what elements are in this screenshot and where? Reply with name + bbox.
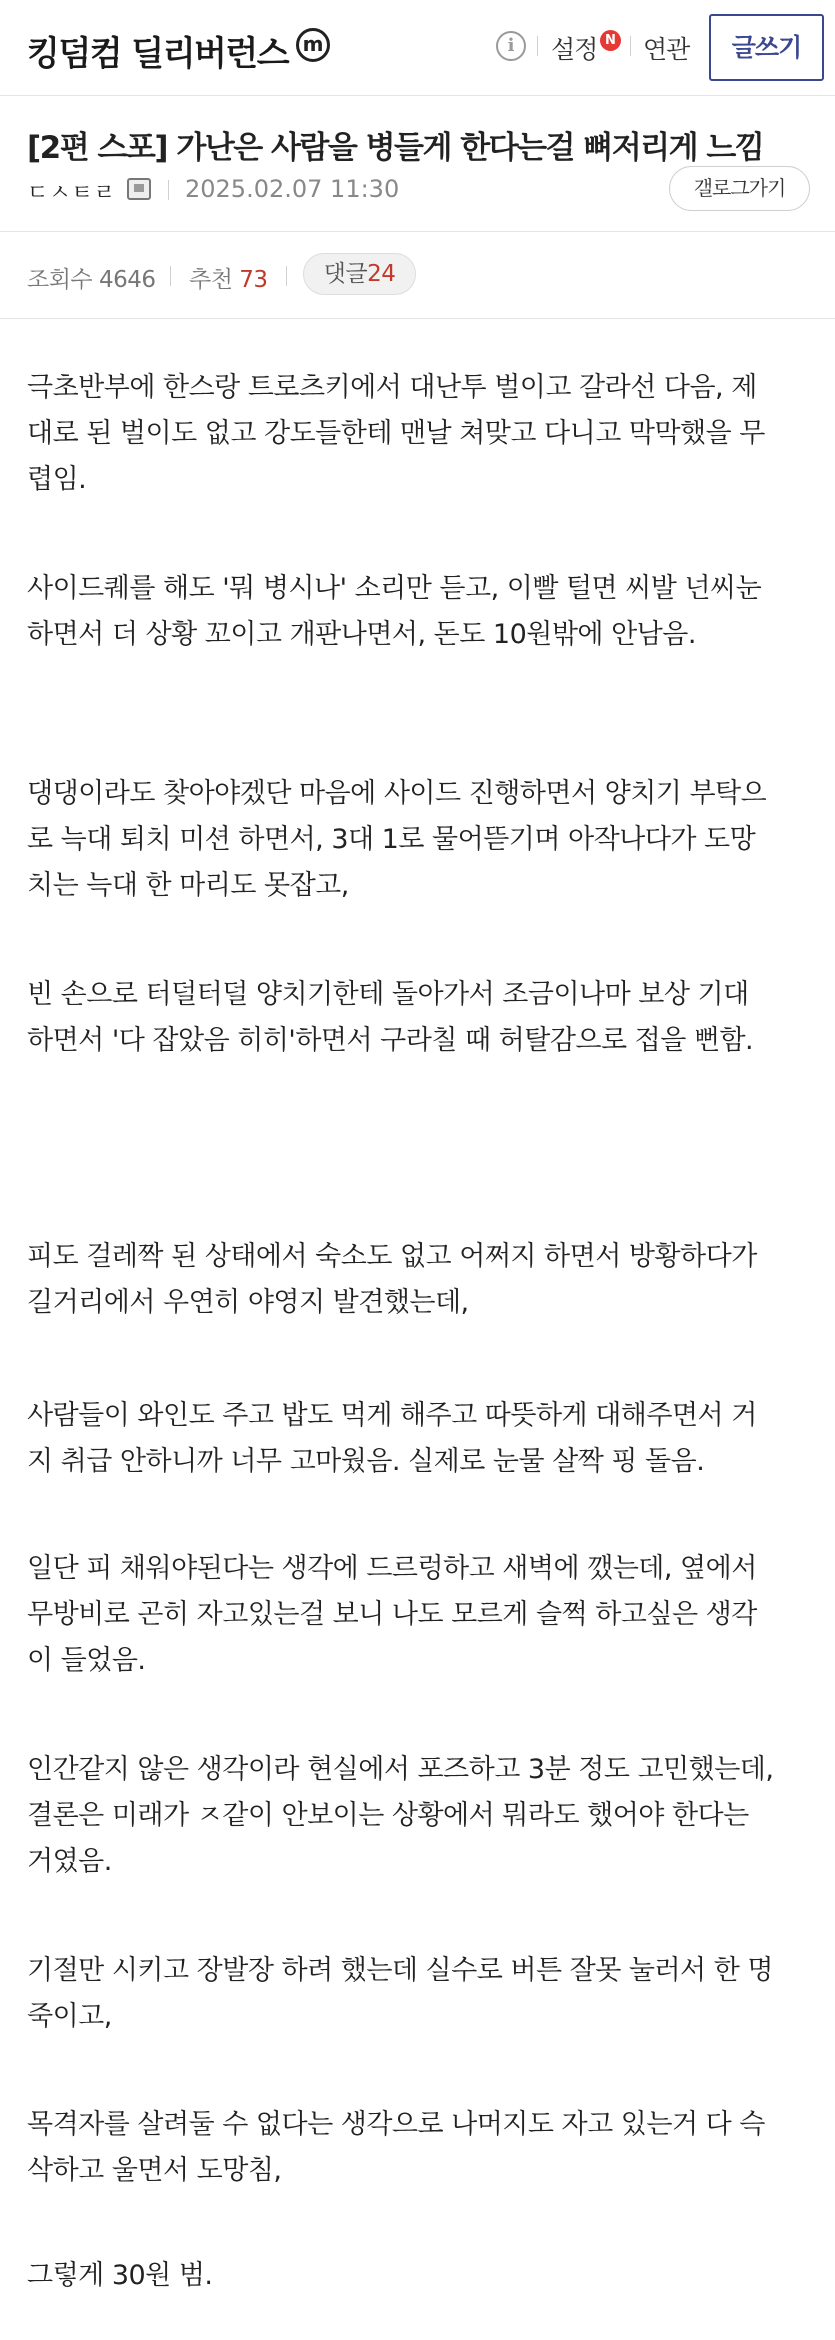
body-paragraph: [27, 972, 817, 1064]
body-line: 결론은 미래가 ㅈ같이 안보이는 상황에서 뭐라도 했어야 한다는: [27, 1800, 749, 1831]
comment-value: 24: [367, 261, 396, 287]
recommend-label: 추천: [189, 267, 233, 293]
body-line: 사람들이 와인도 주고 밥도 먹게 해주고 따뜻하게 대해주면서 거: [27, 1400, 757, 1431]
body-line: 빈 손으로 터덜터덜 양치기한테 돌아가서 조금이나마 보상 기대: [27, 979, 749, 1010]
body-line: 인간같지 않은 생각이라 현실에서 포즈하고 3분 정도 고민했는데,: [27, 1754, 774, 1785]
post-title: [2편 스포] 가난은 사람을 병들게 한다는걸 뼈저리게 느낌: [27, 130, 764, 166]
stat-divider: [286, 266, 287, 286]
body-line: 죽이고,: [27, 2001, 112, 2032]
body-paragraph: [27, 2253, 817, 2299]
body-line: 지 취급 안하니까 너무 고마웠음. 실제로 눈물 살짝 핑 돌음.: [27, 1446, 705, 1477]
body-line: 목격자를 살려둘 수 없다는 생각으로 나머지도 자고 있는거 다 슥: [27, 2109, 765, 2140]
minor-gallery-badge-icon: m: [296, 28, 330, 62]
gallery-title[interactable]: 킹덤컴 딜리버런스: [27, 34, 289, 74]
header-divider: [630, 36, 631, 56]
body-line: 무방비로 곤히 자고있는걸 보니 나도 모르게 슬쩍 하고싶은 생각: [27, 1599, 757, 1630]
meta-divider: [168, 180, 169, 200]
body-paragraph: [27, 1546, 817, 1684]
related-button[interactable]: 연관: [643, 35, 690, 64]
body-paragraph: [27, 771, 817, 909]
body-line: 삭하고 울면서 도망침,: [27, 2155, 282, 2186]
body-paragraph: [27, 1234, 817, 1326]
body-line: 댕댕이라도 찾아야겠단 마음에 사이드 진행하면서 양치기 부탁으: [27, 778, 767, 809]
body-line: 거였음.: [27, 1846, 112, 1877]
stat-divider: [170, 266, 171, 286]
body-paragraph: [27, 1948, 817, 2040]
settings-button[interactable]: 설정: [551, 35, 598, 64]
body-paragraph: [27, 2102, 817, 2194]
recommend-count: [189, 261, 268, 294]
body-line: 이 들었음.: [27, 1645, 146, 1676]
divider: [0, 231, 835, 232]
body-line: 일단 피 채워야된다는 생각에 드르렁하고 새벽에 깼는데, 옆에서: [27, 1553, 757, 1584]
new-badge: N: [600, 30, 621, 51]
header-divider: [537, 36, 538, 56]
comment-count-button[interactable]: [303, 253, 416, 295]
gallog-button[interactable]: 갤로그가기: [669, 166, 810, 211]
write-post-button[interactable]: 글쓰기: [709, 14, 824, 81]
post-date: 2025.02.07 11:30: [185, 175, 400, 203]
body-line: 극초반부에 한스랑 트로츠키에서 대난투 벌이고 갈라선 다음, 제: [27, 372, 757, 403]
top-header: [0, 0, 835, 96]
body-line: 하면서 '다 잡았음 히히'하면서 구라칠 때 허탈감으로 접을 뻔함.: [27, 1025, 754, 1056]
author-name[interactable]: ㄷㅅㅌㄹ: [27, 181, 117, 206]
view-count-label: 조회수: [27, 267, 93, 293]
body-paragraph: [27, 566, 817, 658]
body-paragraph: [27, 1747, 817, 1885]
body-line: 기절만 시키고 장발장 하려 했는데 실수로 버튼 잘못 눌러서 한 명: [27, 1955, 773, 1986]
view-count-value: 4646: [98, 267, 156, 293]
fixed-nick-icon: [127, 178, 151, 200]
view-count: [27, 261, 156, 294]
body-line: 그렇게 30원 범.: [27, 2260, 213, 2291]
body-line: 대로 된 벌이도 없고 강도들한테 맨날 쳐맞고 다니고 막막했을 무: [27, 418, 765, 449]
divider: [0, 318, 835, 319]
comment-label: 댓글: [323, 261, 368, 287]
body-paragraph: [27, 365, 817, 503]
body-line: 치는 늑대 한 마리도 못잡고,: [27, 870, 349, 901]
recommend-value: 73: [239, 267, 268, 293]
body-paragraph: [27, 1393, 817, 1485]
info-icon[interactable]: i: [496, 31, 526, 61]
body-line: 사이드퀘를 해도 '뭐 병시나' 소리만 듣고, 이빨 털면 씨발 넌씨눈: [27, 573, 762, 604]
body-line: 렵임.: [27, 464, 87, 495]
body-line: 피도 걸레짝 된 상태에서 숙소도 없고 어쩌지 하면서 방황하다가: [27, 1241, 757, 1272]
body-line: 길거리에서 우연히 야영지 발견했는데,: [27, 1287, 469, 1318]
body-line: 로 늑대 퇴치 미션 하면서, 3대 1로 물어뜯기며 아작나다가 도망: [27, 824, 756, 855]
body-line: 하면서 더 상황 꼬이고 개판나면서, 돈도 10원밖에 안남음.: [27, 619, 696, 650]
